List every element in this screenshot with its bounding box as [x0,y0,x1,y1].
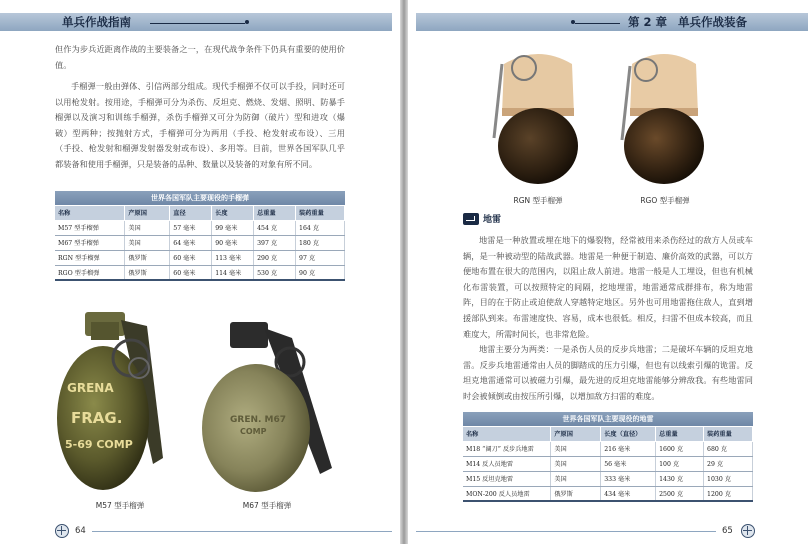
table-row [55,250,345,265]
table-cell: M14 反人员地雷 [463,456,551,471]
table-cell: 113 毫米 [212,250,254,265]
book-title: 单兵作战指南 [62,15,131,29]
rgn-grenade-image [490,48,585,188]
column-header: 直径 [170,206,212,220]
table-cell: 333 毫米 [601,471,656,486]
grenade-table [55,206,345,281]
grenade-table-caption: 世界各国军队主要现役的手榴弹 [55,191,345,205]
table-row [463,441,753,456]
table-cell: 俄罗斯 [551,486,601,501]
column-header: 产原国 [551,427,601,441]
page-number-right: 65 [722,526,733,536]
table-cell: 美国 [551,471,601,486]
table-cell: RGN 型手榴弹 [55,250,125,265]
table-row [463,456,753,471]
landmine-section-heading [463,211,501,226]
table-cell: 60 毫米 [170,265,212,280]
column-header: 装药重量 [704,427,753,441]
table-cell: 290 克 [254,250,296,265]
table-cell: 美国 [551,441,601,456]
column-header: 装药重量 [296,206,345,220]
table-cell: MON-200 反人员地雷 [463,486,551,501]
grenade-table-header-row [55,206,345,220]
table-row [55,265,345,280]
table-cell: 1430 克 [656,471,704,486]
rgo-grenade-image [616,48,711,188]
pointing-hand-icon [463,213,479,225]
table-cell: 1030 克 [704,471,753,486]
table-cell: 397 克 [254,235,296,250]
table-cell: 100 克 [656,456,704,471]
table-cell: 99 毫米 [212,220,254,235]
table-cell: 97 克 [296,250,345,265]
column-header: 长度 [212,206,254,220]
header-dot [245,20,249,24]
landmine-table-header-row [463,427,753,441]
column-header: 总重量 [254,206,296,220]
table-cell: 530 克 [254,265,296,280]
left-page [0,0,400,544]
right-header-bar [416,13,808,31]
rgo-caption: RGO 型手榴弹 [640,196,690,205]
table-cell: 90 毫米 [212,235,254,250]
table-cell: 俄罗斯 [125,265,170,280]
table-cell: 434 毫米 [601,486,656,501]
table-cell: 90 克 [296,265,345,280]
m57-marking: FRAG. [71,409,123,427]
table-row [463,486,753,501]
table-cell: 60 毫米 [170,250,212,265]
table-row [55,220,345,235]
column-header: 总重量 [656,427,704,441]
table-cell: RGO 型手榴弹 [55,265,125,280]
header-rule [150,23,245,24]
right-page [408,0,808,544]
table-cell: 164 克 [296,220,345,235]
table-cell: 114 毫米 [212,265,254,280]
page-number-left: 64 [75,526,86,536]
m57-marking: 5-69 COMP [65,438,133,451]
footer-rule [92,531,392,532]
table-cell: M15 反坦克地雷 [463,471,551,486]
table-cell: M18 “阔刀” 反步兵地雷 [463,441,551,456]
table-row [463,471,753,486]
m67-caption: M67 型手榴弹 [242,501,292,510]
column-header: 长度（直径） [601,427,656,441]
landmine-table-caption: 世界各国军队主要现役的地雷 [463,412,753,426]
m67-marking: COMP [240,427,267,436]
landmine-table [463,427,753,502]
table-cell: 29 克 [704,456,753,471]
header-rule [575,23,620,24]
section-title: 地雷 [483,215,502,225]
table-cell: 64 毫米 [170,235,212,250]
table-cell: 180 克 [296,235,345,250]
footer-rule [416,531,716,532]
table-cell: 美国 [125,220,170,235]
m57-grenade-image [55,308,185,498]
chapter-title: 单兵作战装备 [678,15,747,29]
table-cell: 216 毫米 [601,441,656,456]
m57-marking: GRENA [67,381,114,395]
table-cell: 680 克 [704,441,753,456]
rgn-caption: RGN 型手榴弹 [513,196,563,205]
m57-caption: M57 型手榴弹 [95,501,145,510]
paragraph-intro: 但作为步兵近距离作战的主要装备之一，在现代战争条件下仍具有重要的使用价值。 [55,44,345,70]
paragraph-grenade-composition: 手榴弹一般由弹体、引信两部分组成。现代手榴弹不仅可以手投，同时还可以用枪发射。按用途，手榴弹可分为杀伤、反坦克、燃烧、发烟、照明、防暴手榴弹以及演习和训练手榴弹，杀伤手榴弹又可分为防御（破片）型和进攻（爆破）型两种；按抛射方式，手榴弹可分为两用（手投、枪发射或布设）、三用（手投、枪发射和榴弹发射器发射或布设）、多用等。目前，世界各国军队几乎都装备和使用手榴弹，只是装备的品种、数量以及装备的对象有所不同。 [55,81,345,169]
table-cell: 56 毫米 [601,456,656,471]
chapter-label: 第 2 章 [628,15,668,29]
crosshair-icon [741,524,755,538]
m67-marking: GREN. M67 [230,415,287,425]
column-header: 名称 [463,427,551,441]
table-cell: 57 毫米 [170,220,212,235]
table-cell: 454 克 [254,220,296,235]
left-header-bar [0,13,392,31]
paragraph-landmine-types: 地雷主要分为两类：一是杀伤人员的反步兵地雷；二是破坏车辆的反坦克地雷。反步兵地雷通常由人员的脚踏成的压力引爆，但也有以线索引爆的诡雷。反坦克地雷通常可以被磁力引爆，最先进的反坦克地雷能够分辨敌我。有些地雷同时会被倾倒或由按压所引爆，以增加敌方扫雷的难度。 [463,344,753,401]
table-row [55,235,345,250]
table-cell: 美国 [125,235,170,250]
column-header: 产原国 [125,206,170,220]
column-header: 名称 [55,206,125,220]
m67-grenade-image [200,318,340,498]
table-cell: 美国 [551,456,601,471]
paragraph-landmine-definition: 地雷是一种放置或埋在地下的爆裂物，经常被用来杀伤经过的敌方人员或车辆，是一种被动型的陆战武器。地雷是一种便于制造、廉价高效的武器，可以方便地布置在很大的范围内，以阻止敌人前进。地雷一般是人工埋设，但也有机械化布雷装置，可以按照特定的间隔，挖地埋雷，地雷通常成群排布，称为地雷阵，目的在于防止或迫使敌人穿越特定地区。另外也可用地雷拖住敌人，直到增援部队到来。布雷速度快、容易，成本也很低。相反，扫雷不但成本较高，而且难度大，所需时间长，也非常危险。 [463,235,753,339]
table-cell: 1200 克 [704,486,753,501]
table-cell: 俄罗斯 [125,250,170,265]
book-gutter [400,0,408,544]
table-cell: M67 型手榴弹 [55,235,125,250]
table-cell: 1600 克 [656,441,704,456]
crosshair-icon [55,524,69,538]
table-cell: M57 型手榴弹 [55,220,125,235]
table-cell: 2500 克 [656,486,704,501]
